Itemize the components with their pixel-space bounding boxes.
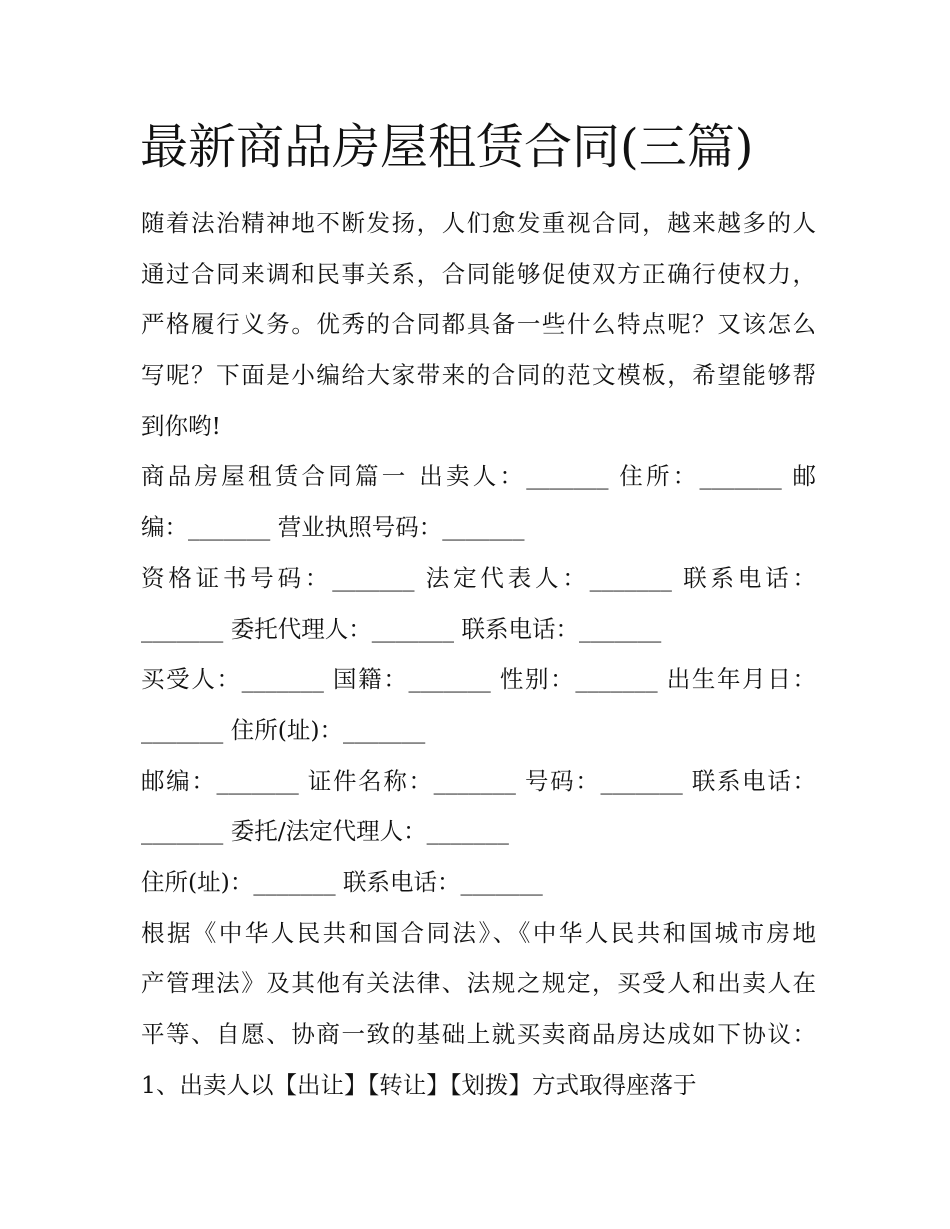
buyer-line-1: 买受人：_______ 国籍：_______ 性别：_______ 出生年月日： (141, 665, 816, 694)
seller-line-3: 资格证书号码：_______ 法定代表人：_______ 联系电话： (141, 563, 816, 592)
document-body (141, 198, 816, 1110)
clause-1-line: 1、出卖人以【出让】【转让】【划拨】方式取得座落于 (141, 1070, 697, 1099)
basis-line-3: 平等、自愿、协商一致的基础上就买卖商品房达成如下协议： (141, 1020, 816, 1048)
intro-line-1: 随着法治精神地不断发扬，人们愈发重视合同，越来越多的人 (141, 209, 816, 237)
intro-line-5: 到你哟! (141, 411, 221, 440)
intro-line-2: 通过合同来调和民事关系，合同能够促使双方正确行使权力， (141, 259, 816, 288)
buyer-line-2: _______ 住所(址)：_______ (141, 715, 426, 744)
basis-line-1: 根据《中华人民共和国合同法》、《中华人民共和国城市房地 (141, 918, 816, 947)
seller-line-2: 编：_______ 营业执照号码：_______ (141, 513, 525, 542)
buyer-line-4: _______ 委托/法定代理人：_______ (141, 817, 509, 846)
seller-line-1: 商品房屋租赁合同篇一 出卖人：_______ 住所：_______ 邮 (141, 462, 816, 491)
basis-line-2: 产管理法》及其他有关法律、法规之规定，买受人和出卖人在 (141, 969, 816, 998)
buyer-line-3: 邮编：_______ 证件名称：_______ 号码：_______ 联系电话： (141, 766, 816, 795)
seller-line-4: _______ 委托代理人：_______ 联系电话：_______ (141, 614, 662, 643)
buyer-line-5: 住所(址)：_______ 联系电话：_______ (141, 867, 543, 896)
intro-line-4: 写呢？下面是小编给大家带来的合同的范文模板，希望能够帮 (141, 361, 816, 390)
intro-line-3: 严格履行义务。优秀的合同都具备一些什么特点呢？又该怎么 (141, 310, 816, 339)
document-title: 最新商品房屋租赁合同(三篇) (140, 119, 754, 175)
